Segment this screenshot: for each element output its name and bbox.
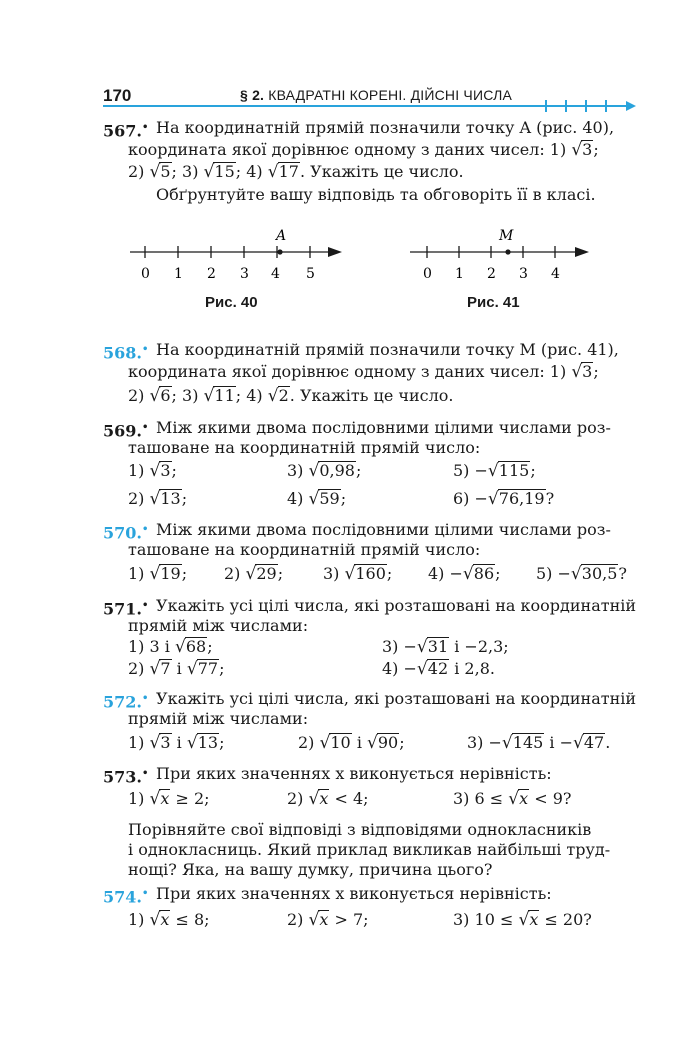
p570-item4: 4) −√86;: [428, 564, 501, 584]
p574-line1: При яких значеннях x виконується нерівність:: [156, 884, 552, 903]
section-mark: § 2.: [240, 87, 265, 103]
p567-line1: На координатній прямій позначили точку A (рис. 40),: [156, 118, 615, 137]
point-a-label: A: [276, 228, 287, 244]
p571-line2: прямій між числами:: [128, 616, 309, 635]
section-header: [240, 87, 512, 103]
p569-item1: 1) √3;: [128, 461, 177, 481]
p570-item5: 5) −√30,5?: [536, 564, 627, 584]
problem-number-573: 573.•: [103, 767, 149, 787]
p569-item2: 2) √13;: [128, 489, 188, 509]
p570-item3: 3) √160;: [323, 564, 393, 584]
p569-item4: 4) √59;: [287, 489, 347, 509]
p574-item3: 3) 10 ≤ √x ≤ 20?: [453, 910, 592, 930]
p573-line1: При яких значеннях x виконується нерівність:: [156, 764, 552, 783]
header-tick: [565, 100, 567, 112]
problem-number-574: 574.•: [103, 887, 149, 907]
p573-text2: і однокласниць. Який приклад викликав найбільші труд-: [128, 840, 611, 859]
p567-line2: координата якої дорівнює одному з даних чисел: 1) √3;: [128, 140, 599, 160]
fig41-tick-1: 1: [455, 266, 464, 282]
p571-line1: Укажіть усі цілі числа, які розташовані на координатній: [156, 596, 637, 615]
p571-item3: 3) −√31 і −2,3;: [382, 637, 509, 657]
p570-item1: 1) √19;: [128, 564, 188, 584]
point-m-label: M: [499, 228, 514, 244]
p571-item1: 1) 3 і √68;: [128, 637, 213, 657]
p571-item4: 4) −√42 і 2,8.: [382, 659, 495, 679]
number-line-figures: [0, 225, 695, 305]
header-arrow-icon: [626, 101, 636, 111]
p570-item2: 2) √29;: [224, 564, 284, 584]
p573-item1: 1) √x ≥ 2;: [128, 789, 210, 809]
p567-line4: Обґрунтуйте вашу відповідь та обговоріть її в класі.: [156, 185, 596, 204]
problem-number-568: 568.•: [103, 343, 149, 363]
problem-number-572: 572.•: [103, 692, 149, 712]
point-m-marker: [505, 249, 510, 254]
p573-item2: 2) √x < 4;: [287, 789, 369, 809]
problem-number-570: 570.•: [103, 523, 149, 543]
p573-item3: 3) 6 ≤ √x < 9?: [453, 789, 572, 809]
page-number: 170: [103, 86, 132, 105]
header-tick: [585, 100, 587, 112]
p569-line1: Між якими двома послідовними цілими числами роз-: [156, 418, 611, 437]
fig40-tick-1: 1: [174, 266, 183, 282]
fig40-tick-4: 4: [271, 266, 280, 282]
p572-item2: 2) √10 і √90;: [298, 733, 405, 753]
fig40-tick-0: 0: [141, 266, 150, 282]
p572-line2: прямій між числами:: [128, 709, 309, 728]
p569-item5: 5) −√115;: [453, 461, 536, 481]
fig41-tick-3: 3: [519, 266, 528, 282]
fig41-tick-0: 0: [423, 266, 432, 282]
p570-line1: Між якими двома послідовними цілими числами роз-: [156, 520, 611, 539]
p569-item6: 6) −√76,19?: [453, 489, 555, 509]
p568-line3: 2) √6; 3) √11; 4) √2. Укажіть це число.: [128, 386, 454, 406]
fig41-caption: Рис. 41: [467, 294, 520, 311]
p568-line1: На координатній прямій позначили точку M (рис. 41),: [156, 340, 619, 359]
section-title: КВАДРАТНІ КОРЕНІ. ДІЙСНІ ЧИСЛА: [268, 87, 512, 103]
fig40-tick-2: 2: [207, 266, 216, 282]
header-rule: [103, 105, 628, 107]
p567-line3: 2) √5; 3) √15; 4) √17. Укажіть це число.: [128, 162, 464, 182]
p569-line2: ташоване на координатній прямій число:: [128, 438, 481, 457]
fig40-caption: Рис. 40: [205, 294, 258, 311]
p573-text3: нощі? Яка, на вашу думку, причина цього?: [128, 860, 493, 879]
p568-line2: координата якої дорівнює одному з даних чисел: 1) √3;: [128, 362, 599, 382]
fig41-number-line: [410, 228, 589, 282]
p574-item2: 2) √x > 7;: [287, 910, 369, 930]
header-tick: [545, 100, 547, 112]
p572-line1: Укажіть усі цілі числа, які розташовані на координатній: [156, 689, 637, 708]
problem-number-567: 567.•: [103, 121, 149, 141]
fig40-tick-3: 3: [240, 266, 249, 282]
p572-item1: 1) √3 і √13;: [128, 733, 225, 753]
problem-number-569: 569.•: [103, 421, 149, 441]
p573-text1: Порівняйте свої відповіді з відповідями однокласників: [128, 820, 592, 839]
fig40-number-line: [130, 228, 342, 282]
fig40-tick-5: 5: [306, 266, 315, 282]
fig41-tick-2: 2: [487, 266, 496, 282]
fig41-tick-4: 4: [551, 266, 560, 282]
p574-item1: 1) √x ≤ 8;: [128, 910, 210, 930]
header-tick: [605, 100, 607, 112]
p569-item3: 3) √0,98;: [287, 461, 362, 481]
point-a-marker: [277, 249, 282, 254]
p572-item3: 3) −√145 і −√47.: [467, 733, 611, 753]
problem-number-571: 571.•: [103, 599, 149, 619]
p570-line2: ташоване на координатній прямій число:: [128, 540, 481, 559]
p571-item2: 2) √7 і √77;: [128, 659, 225, 679]
